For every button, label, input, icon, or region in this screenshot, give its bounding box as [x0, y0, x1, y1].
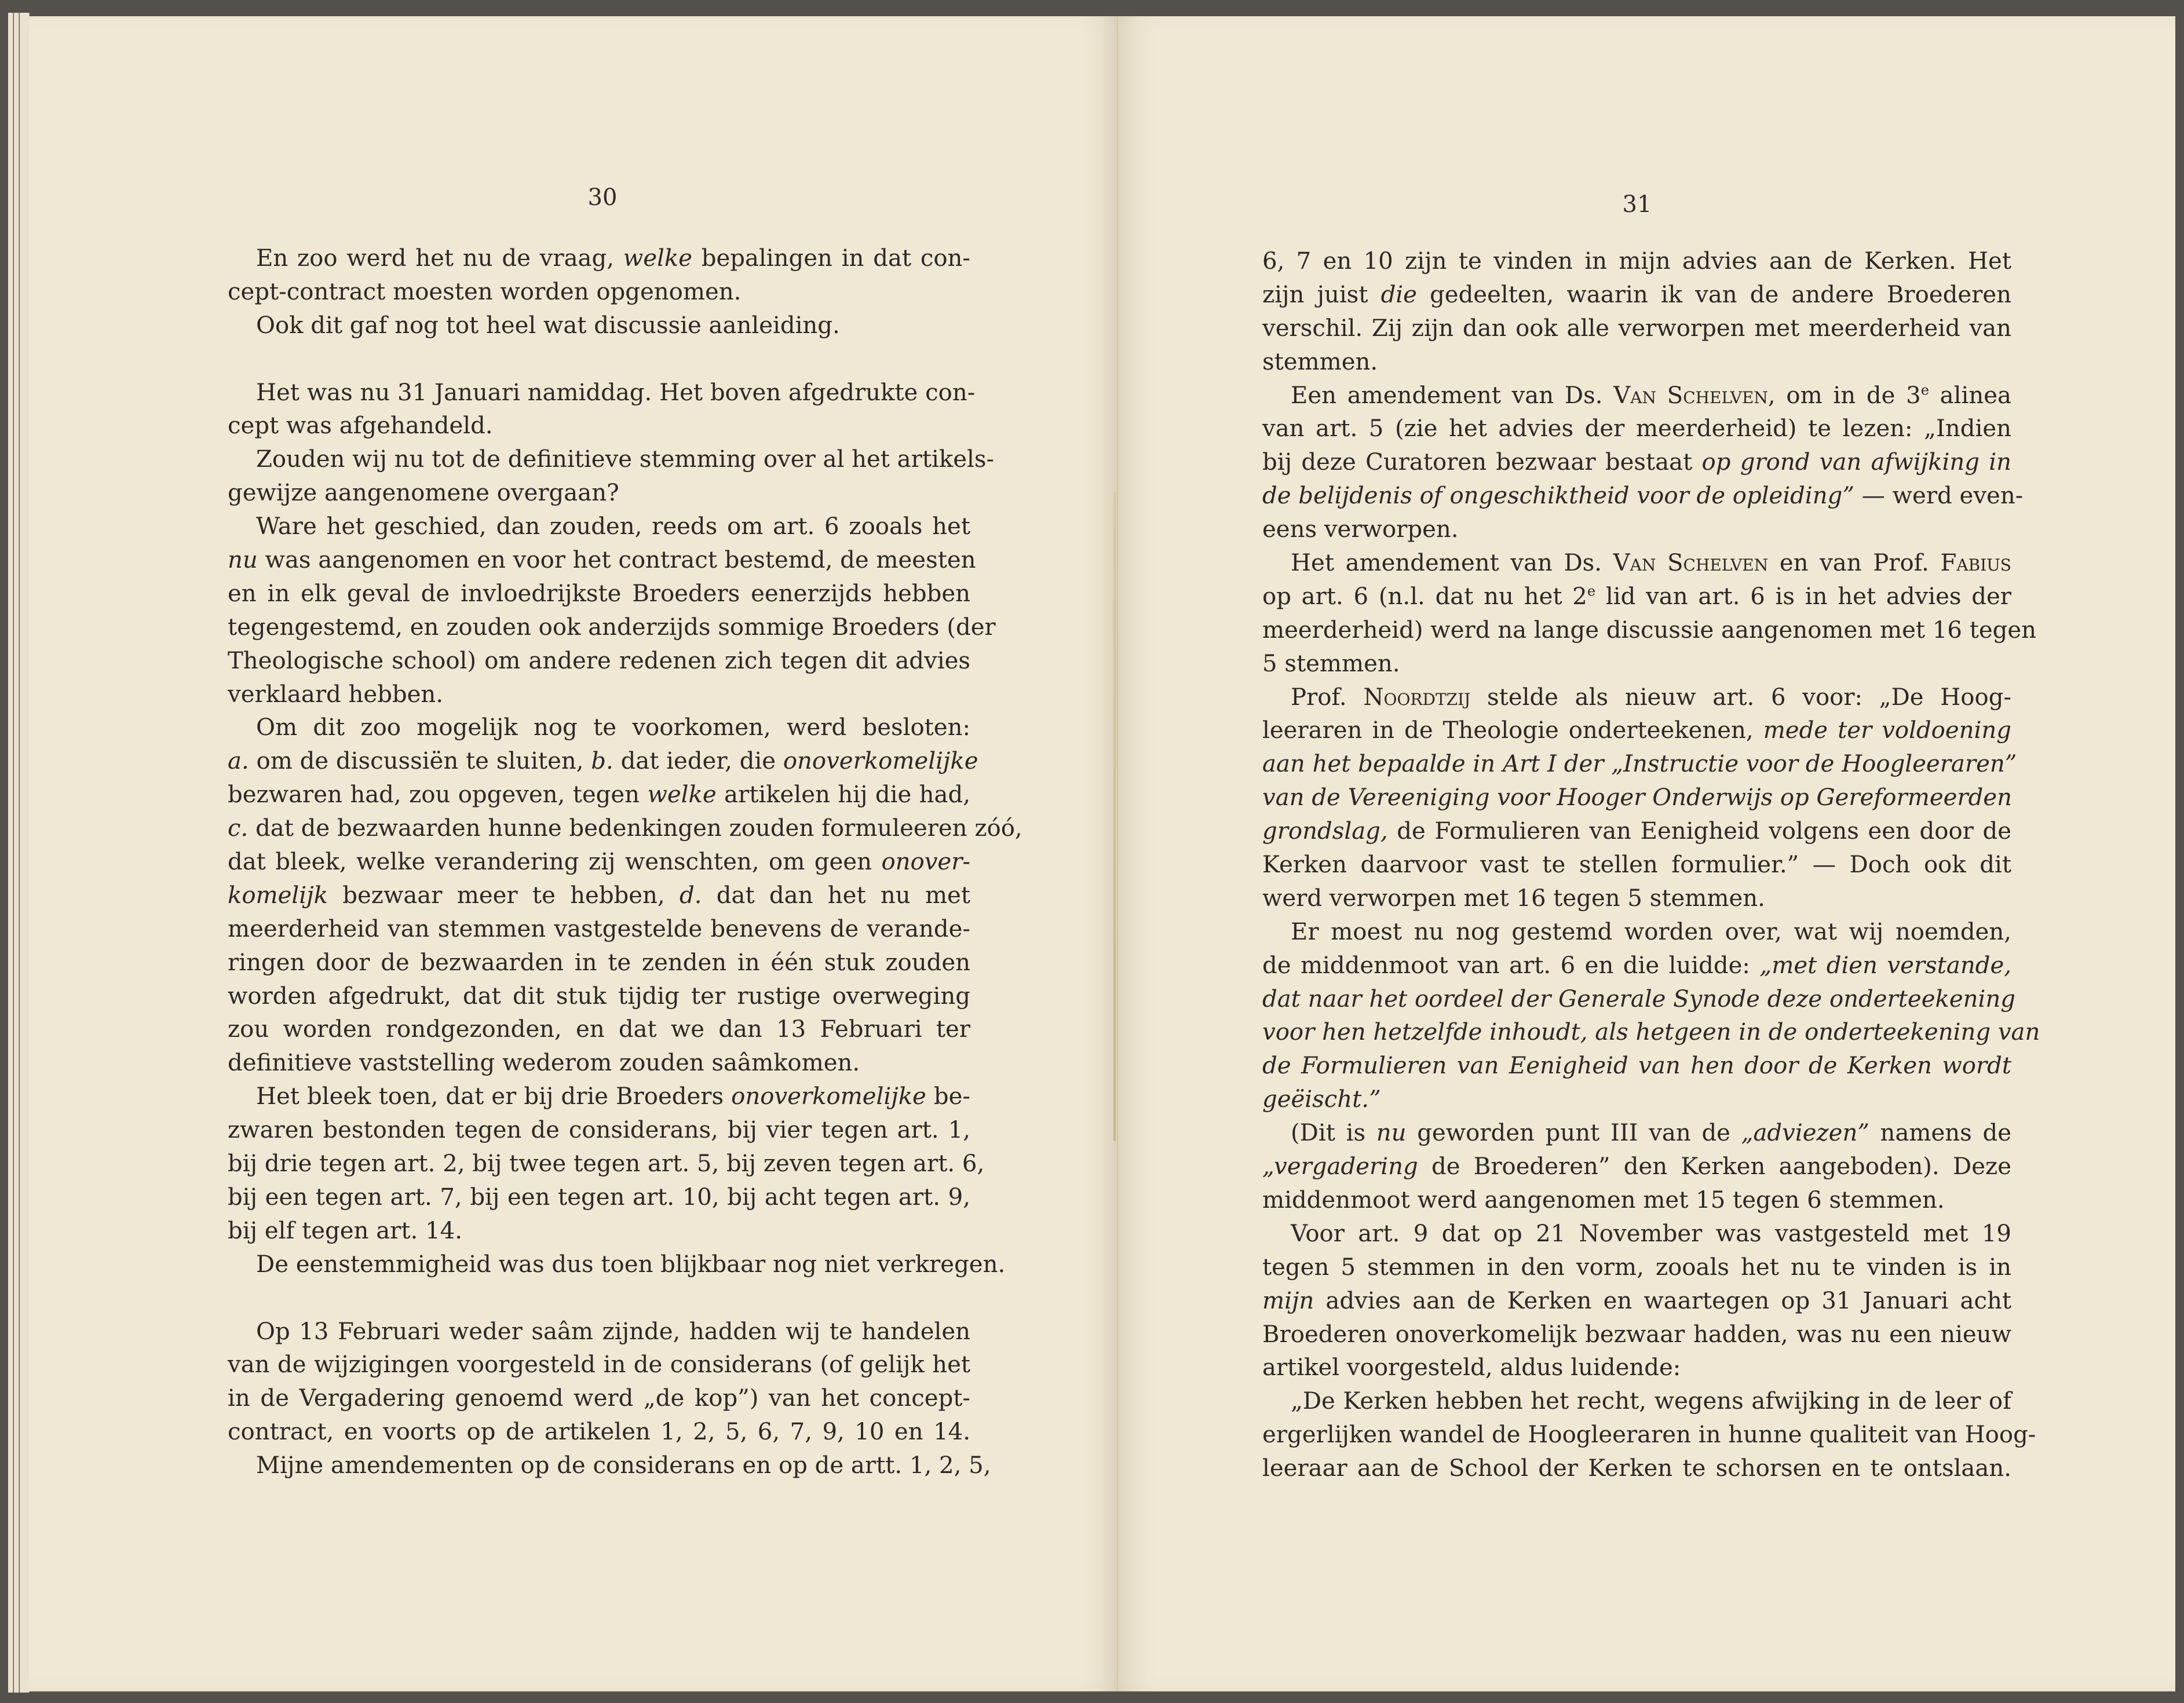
- text-line: [228, 980, 970, 1014]
- text-line: [1262, 480, 2024, 513]
- text-line: [1262, 1285, 2011, 1318]
- superscript: e: [1920, 382, 1929, 399]
- text-segment: artikel voorgesteld, aldus luidende:: [1262, 1354, 1681, 1382]
- text-segment: gewijze aangenomene overgaan?: [228, 480, 619, 507]
- text-segment: bij drie tegen art. 2, bij twee tegen art. 5, bij zeven tegen art. 6,: [228, 1150, 985, 1178]
- text-line: [1262, 949, 2011, 983]
- text-segment: advies aan de Kerken en waartegen op 31 Januari acht: [1314, 1287, 2011, 1314]
- text-segment: 5 stemmen.: [1262, 650, 1400, 677]
- page-number-right: 31: [1622, 191, 1652, 218]
- italic-text: „adviezen”: [1741, 1120, 1869, 1147]
- italic-text: die: [1380, 281, 1417, 308]
- text-line: [1262, 1452, 2011, 1486]
- text-segment: be-: [926, 1083, 970, 1110]
- text-segment: tegengestemd, en zouden ook anderzijds sommige Broeders (der: [228, 613, 996, 641]
- text-line: [1262, 781, 2011, 815]
- text-segment: Het was nu 31 Januari namiddag. Het boven afgedrukte con-: [256, 379, 976, 406]
- text-line: [228, 678, 970, 712]
- text-line: [1262, 1050, 2011, 1083]
- italic-text: komelijk: [228, 882, 328, 909]
- text-line: [1262, 1419, 2036, 1452]
- italic-text: aan het bepaalde in Art I der „Instructie voor de Hoogleeraren”: [1262, 751, 2017, 778]
- superscript: e: [1587, 583, 1596, 600]
- text-segment: Het bleek toen, dat er bij drie Broeders: [256, 1083, 732, 1110]
- text-segment: dat dan het nu met: [702, 882, 970, 909]
- page-edges: [14, 13, 19, 1693]
- italic-text: nu: [228, 547, 258, 574]
- italic-text: onoverkomelijke: [783, 748, 978, 775]
- text-line: [228, 1147, 985, 1181]
- text-segment: leeraren in de Theologie onderteekenen,: [1262, 717, 1763, 744]
- text-segment: tegen 5 stemmen in den vorm, zooals het nu te vinden is in: [1262, 1254, 2011, 1281]
- text-line: [1262, 1385, 2011, 1419]
- text-line: [228, 879, 970, 913]
- text-line: [1262, 1150, 2011, 1184]
- text-line: [228, 1449, 991, 1483]
- text-segment: gedeelten, waarin ik van de andere Broederen: [1416, 281, 2011, 308]
- text-line: [228, 1215, 970, 1248]
- text-line: [228, 242, 970, 276]
- text-segment: stelde als nieuw art. 6 voor: „De Hoog-: [1470, 684, 2012, 711]
- text-segment: zwaren bestonden tegen de considerans, bij vier tegen art. 1,: [228, 1117, 970, 1144]
- text-line: [1262, 983, 2015, 1017]
- text-line: [1262, 547, 2011, 580]
- text-segment: Broederen onoverkomelijk bezwaar hadden, was nu een nieuw: [1262, 1321, 2011, 1348]
- italic-text: a.: [228, 748, 249, 775]
- italic-text: geëischt.”: [1262, 1086, 1381, 1113]
- text-line: [228, 611, 996, 645]
- left-text-column: [228, 242, 1022, 1483]
- text-segment: En zoo werd het nu de vraag,: [256, 245, 623, 272]
- text-segment: de Formulieren van Eenigheid volgens een door de: [1387, 818, 2011, 845]
- text-line: [1262, 412, 2011, 446]
- text-line: [1262, 379, 2011, 413]
- text-segment: — werd even-: [1854, 483, 2024, 510]
- italic-text: mijn: [1262, 1287, 1314, 1314]
- text-segment: De eenstemmigheid was dus toen blijkbaar nog niet verkregen.: [256, 1251, 1006, 1278]
- text-segment: en in elk geval de invloedrijkste Broeders eenerzijds hebben: [228, 580, 970, 607]
- text-line: [228, 812, 1022, 846]
- text-segment: bij elf tegen art. 14.: [228, 1217, 462, 1244]
- paragraph-gap: [228, 343, 970, 377]
- text-segment: bij deze Curatoren bezwaar bestaat: [1262, 449, 1702, 476]
- text-segment: bij een tegen art. 7, bij een tegen art. 10, bij acht tegen art. 9,: [228, 1183, 970, 1211]
- text-segment: worden afgedrukt, dat dit stuk tijdig ter rustige overweging: [228, 982, 970, 1010]
- small-caps-name: Fabius: [1940, 550, 2011, 577]
- text-segment: Het amendement van Ds.: [1291, 550, 1613, 577]
- italic-text: voor hen hetzelfde inhoudt, als hetgeen in de onderteekening van: [1262, 1019, 2040, 1046]
- text-line: [1262, 648, 2011, 681]
- text-segment: alinea: [1929, 382, 2011, 409]
- text-line: [228, 913, 970, 946]
- book-gutter: [1117, 16, 1119, 1691]
- italic-text: „met dien verstande,: [1759, 952, 2011, 979]
- text-segment: definitieve vaststelling wederom zouden saâmkomen.: [228, 1050, 860, 1077]
- text-line: [228, 276, 970, 309]
- text-segment: werd verworpen met 16 tegen 5 stemmen.: [1262, 885, 1765, 912]
- text-segment: dat ieder, die: [613, 748, 783, 775]
- text-line: [228, 645, 970, 678]
- text-line: [1262, 245, 2011, 279]
- text-line: [228, 1013, 970, 1047]
- text-segment: middenmoot werd aangenomen met 15 tegen 6 stemmen.: [1262, 1186, 1945, 1214]
- text-segment: geworden punt III van de: [1406, 1120, 1741, 1147]
- italic-text: nu: [1376, 1120, 1407, 1147]
- text-segment: leeraar aan de School der Kerken te schorsen en te ontslaan.: [1262, 1455, 2011, 1482]
- text-segment: ergerlijken wandel de Hoogleeraren in hunne qualiteit van Hoog-: [1262, 1421, 2036, 1449]
- text-segment: cept-contract moesten worden opgenomen.: [228, 278, 742, 305]
- text-segment: op art. 6 (n.l. dat nu het 2: [1262, 583, 1587, 610]
- text-segment: stemmen.: [1262, 348, 1378, 375]
- text-line: [1262, 1184, 2011, 1218]
- text-line: [228, 1416, 970, 1449]
- text-line: [228, 1080, 970, 1114]
- text-segment: verklaard hebben.: [228, 681, 444, 708]
- text-line: [228, 443, 995, 477]
- small-caps-name: Van Schelven: [1613, 382, 1768, 409]
- text-line: [228, 578, 970, 611]
- text-segment: Kerken daarvoor vast te stellen formulier.” — Doch ook dit: [1262, 852, 2011, 879]
- text-segment: in de Vergadering genoemd werd „de kop”) van het concept-: [228, 1385, 970, 1412]
- text-line: [228, 745, 978, 779]
- text-line: [1262, 1251, 2011, 1285]
- text-segment: Voor art. 9 dat op 21 November was vastgesteld met 19: [1291, 1220, 2011, 1247]
- text-segment: van art. 5 (zie het advies der meerderheid) te lezen: „Indien: [1262, 415, 2011, 443]
- text-segment: artikelen hij die had,: [716, 781, 970, 809]
- text-line: [1262, 1016, 2040, 1050]
- italic-text: „vergadering: [1262, 1153, 1418, 1181]
- text-segment: Op 13 Februari weder saâm zijnde, hadden wij te handelen: [256, 1318, 970, 1345]
- text-segment: lid van art. 6 is in het advies der: [1595, 583, 2011, 610]
- text-line: [1262, 1218, 2011, 1251]
- text-line: [228, 477, 970, 510]
- italic-text: dat naar het oordeel der Generale Synode deze onderteekening: [1262, 985, 2015, 1013]
- italic-text: d.: [680, 882, 702, 909]
- text-line: [1262, 882, 2011, 916]
- text-line: [1262, 580, 2011, 614]
- text-line: [228, 1047, 970, 1080]
- italic-text: grondslag,: [1262, 818, 1388, 845]
- text-segment: Mijne amendementen op de considerans en op de artt. 1, 2, 5,: [256, 1452, 991, 1479]
- text-segment: Ook dit gaf nog tot heel wat discussie aanleiding.: [256, 312, 840, 339]
- text-line: [228, 1348, 970, 1382]
- text-segment: contract, en voorts op de artikelen 1, 2, 5, 6, 7, 9, 10 en 14.: [228, 1419, 970, 1446]
- text-line: [1262, 748, 2017, 781]
- text-line: [228, 946, 970, 980]
- text-line: [228, 410, 970, 443]
- text-segment: om de discussiën te sluiten,: [249, 748, 591, 775]
- text-segment: Theologische school) om andere redenen zich tegen dit advies: [228, 647, 970, 674]
- text-line: [1262, 714, 2011, 748]
- text-segment: „De Kerken hebben het recht, wegens afwijking in de leer of: [1291, 1388, 2011, 1415]
- text-segment: Zouden wij nu tot de definitieve stemming over al het artikels-: [256, 446, 995, 473]
- text-segment: namens de: [1869, 1120, 2011, 1147]
- text-line: [228, 510, 970, 544]
- text-line: [228, 779, 970, 812]
- page-edges: [8, 13, 13, 1693]
- text-line: [1262, 1351, 2011, 1385]
- text-segment: bepalingen in dat con-: [692, 245, 970, 272]
- text-segment: bezwaar meer te hebben,: [327, 882, 680, 909]
- text-line: [228, 1382, 970, 1416]
- italic-text: de belijdenis of ongeschiktheid voor de opleiding”: [1262, 483, 1854, 510]
- text-segment: zijn juist: [1262, 281, 1381, 308]
- text-line: [1262, 312, 2011, 346]
- text-line: [1262, 279, 2011, 312]
- text-segment: cept was afgehandeld.: [228, 412, 493, 440]
- text-line: [228, 544, 976, 578]
- text-line: [228, 1315, 970, 1349]
- text-segment: bezwaren had, zou opgeven, tegen: [228, 781, 648, 809]
- italic-text: op grond van afwijking in: [1701, 449, 2011, 476]
- text-line: [1262, 815, 2011, 849]
- text-segment: Een amendement van Ds.: [1291, 382, 1614, 409]
- right-text-column: [1262, 245, 2040, 1486]
- text-segment: Er moest nu nog gestemd worden over, wat wij noemden,: [1291, 918, 2011, 945]
- text-line: [228, 1248, 1006, 1282]
- text-segment: meerderheid) werd na lange discussie aangenomen met 16 tegen: [1262, 616, 2037, 644]
- text-line: [1262, 1083, 2011, 1117]
- text-line: [228, 309, 970, 343]
- italic-text: van de Vereeniging voor Hooger Onderwijs op Gereformeerden: [1262, 784, 2012, 812]
- text-line: [228, 377, 976, 410]
- text-line: [1262, 513, 2011, 547]
- italic-text: c.: [228, 815, 249, 842]
- text-line: [228, 711, 970, 745]
- italic-text: onoverkomelijke: [731, 1083, 926, 1110]
- text-segment: meerderheid van stemmen vastgestelde benevens de verande-: [228, 915, 970, 942]
- text-line: [228, 1181, 970, 1215]
- italic-text: mede ter voldoening: [1763, 717, 2012, 744]
- text-segment: ringen door de bezwaarden in te zenden in één stuk zouden: [228, 949, 970, 976]
- text-segment: de middenmoot van art. 6 en die luidde:: [1262, 952, 1760, 979]
- italic-text: de Formulieren van Eenigheid van hen door de Kerken wordt: [1262, 1053, 2011, 1080]
- text-segment: Ware het geschied, dan zouden, reeds om art. 6 zooals het: [256, 513, 970, 540]
- italic-text: onover-: [881, 849, 970, 876]
- small-caps-name: Noordtzij: [1363, 684, 1471, 711]
- small-caps-name: Van Schelven: [1613, 550, 1769, 577]
- text-segment: en van Prof.: [1768, 550, 1941, 577]
- text-line: [1262, 849, 2011, 882]
- text-segment: dat bleek, welke verandering zij wenschten, om geen: [228, 849, 882, 876]
- text-segment: verschil. Zij zijn dan ook alle verworpen met meerderheid van: [1262, 315, 2011, 342]
- italic-text: welke: [647, 781, 717, 809]
- text-segment: dat de bezwaarden hunne bedenkingen zouden formuleeren zóó,: [248, 815, 1022, 842]
- text-line: [1262, 681, 2011, 715]
- text-line: [1262, 1318, 2011, 1352]
- text-line: [1262, 446, 2011, 480]
- text-segment: de Broederen” den Kerken aangeboden). Deze: [1418, 1153, 2011, 1181]
- italic-text: b.: [591, 748, 613, 775]
- text-line: [1262, 1117, 2011, 1150]
- italic-text: welke: [623, 245, 692, 272]
- text-segment: Om dit zoo mogelijk nog te voorkomen, werd besloten:: [256, 714, 970, 741]
- text-line: [228, 846, 970, 879]
- text-segment: 6, 7 en 10 zijn te vinden in mijn advies aan de Kerken. Het: [1262, 248, 2011, 275]
- page-number-left: 30: [587, 184, 618, 211]
- text-line: [1262, 614, 2037, 648]
- paragraph-gap: [228, 1282, 970, 1315]
- text-line: [1262, 346, 2011, 379]
- text-segment: eens verworpen.: [1262, 516, 1459, 543]
- text-segment: van de wijzigingen voorgesteld in de considerans (of gelijk het: [228, 1351, 970, 1379]
- binding-thread: [1113, 492, 1116, 1141]
- text-segment: was aangenomen en voor het contract bestemd, de meesten: [257, 547, 976, 574]
- text-segment: zou worden rondgezonden, en dat we dan 13 Februari ter: [228, 1016, 970, 1043]
- text-segment: (Dit is: [1291, 1120, 1376, 1147]
- text-line: [228, 1114, 970, 1147]
- text-segment: , om in de 3: [1767, 382, 1921, 409]
- text-segment: Prof.: [1291, 684, 1364, 711]
- text-line: [1262, 916, 2011, 949]
